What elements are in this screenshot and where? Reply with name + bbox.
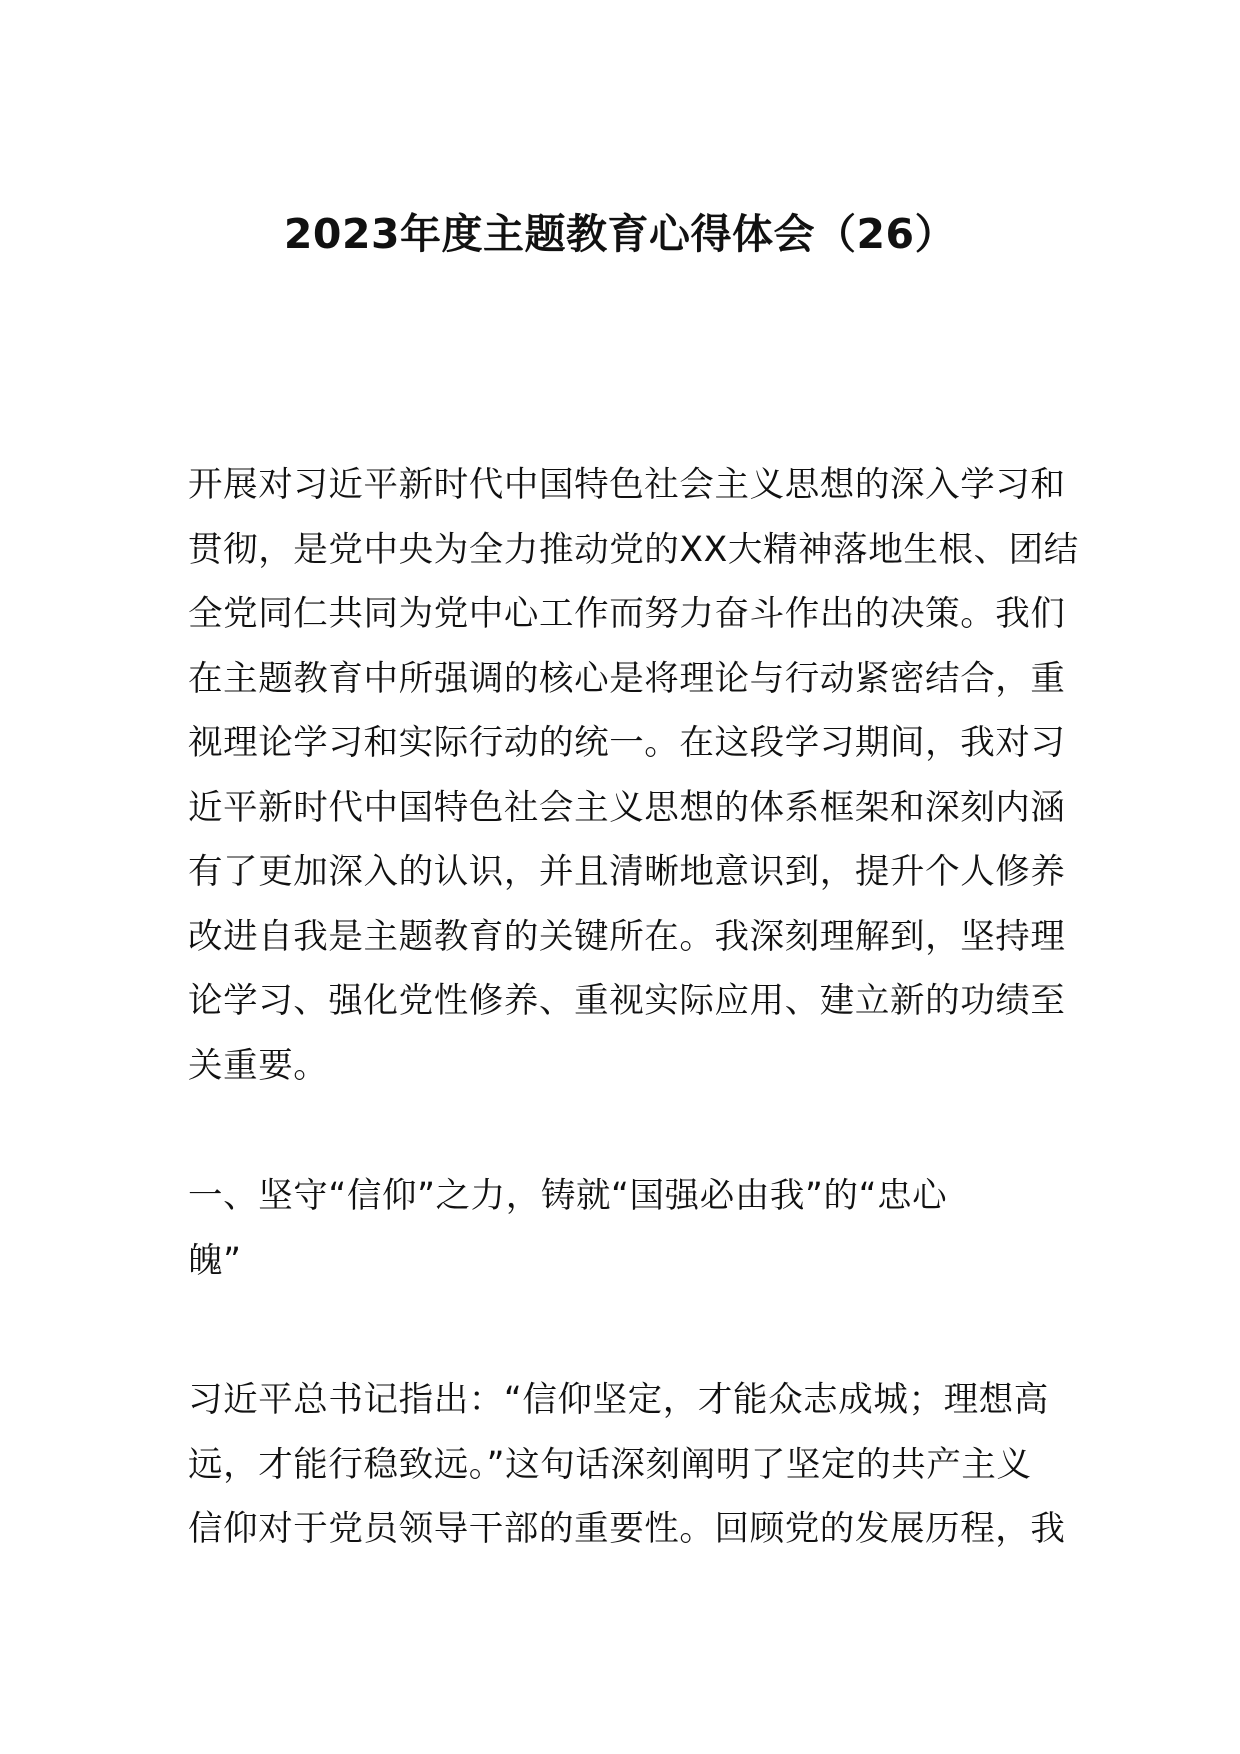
paragraph-line: 在主题教育中所强调的核心是将理论与行动紧密结合，重 xyxy=(188,658,1066,699)
document-title: 2023年度主题教育心得体会（26） xyxy=(283,210,957,258)
paragraph-section-1 xyxy=(188,1368,1068,1562)
paragraph-line: 开展对习近平新时代中国特色社会主义思想的深入学习和 xyxy=(188,465,1066,505)
heading-line: 魄” xyxy=(188,1240,242,1281)
paragraph-line: 信仰对于党员领导干部的重要性。回顾党的发展历程，我 xyxy=(188,1509,1066,1549)
paragraph-line: 关重要。 xyxy=(188,1045,329,1086)
paragraph-line: 远，才能行稳致远。”这句话深刻阐明了坚定的共产主义 xyxy=(188,1444,1032,1485)
paragraph-line: 论学习、强化党性修养、重视实际应用、建立新的功绩至 xyxy=(188,981,1066,1021)
paragraph-line: 习近平总书记指出：“信仰坚定，才能众志成城；理想高 xyxy=(188,1380,1049,1420)
paragraph-line: 近平新时代中国特色社会主义思想的体系框架和深刻内涵 xyxy=(188,787,1066,828)
paragraph-line: 有了更加深入的认识，并且清晰地意识到，提升个人修养 xyxy=(188,852,1066,892)
paragraph-line: 视理论学习和实际行动的统一。在这段学习期间，我对习 xyxy=(188,723,1066,763)
section-heading-1 xyxy=(188,1164,1068,1293)
paragraph-line: 全党同仁共同为党中心工作而努力奋斗作出的决策。我们 xyxy=(188,594,1066,634)
paragraph-intro xyxy=(188,453,1079,1098)
paragraph-line: 贯彻，是党中央为全力推动党的XX大精神落地生根、团结 xyxy=(188,529,1079,570)
heading-line: 一、坚守“信仰”之力，铸就“国强必由我”的“忠心 xyxy=(188,1176,948,1216)
paragraph-line: 改进自我是主题教育的关键所在。我深刻理解到，坚持理 xyxy=(188,916,1066,957)
